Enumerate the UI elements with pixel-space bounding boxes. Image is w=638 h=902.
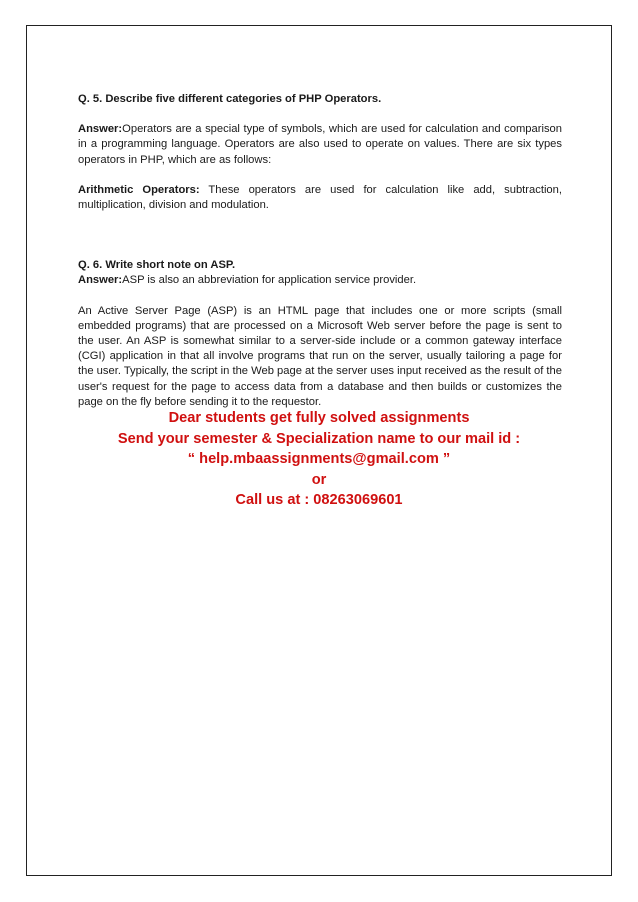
promo-email: “ help.mbaassignments@gmail.com ” <box>187 451 451 467</box>
document-body <box>78 92 562 425</box>
q6-answer-text: ASP is also an abbreviation for application service provider. <box>122 274 417 287</box>
q5-answer-text: Operators are a special type of symbols, which are used for calculation and comparison in a programming language. Operators are also used to operate on values. There are six types operators in PHP, which are as follows: <box>78 123 562 166</box>
promo-or: or <box>311 471 327 488</box>
arithmetic-operators-text: These operators are used for calculation like add, subtraction, multiplication, division and modulation. <box>78 183 562 212</box>
q5-heading: Q. 5. Describe five different categories of PHP Operators. <box>78 93 382 105</box>
q5-arithmetic-paragraph <box>78 183 562 213</box>
arithmetic-operators-label: Arithmetic Operators: <box>78 183 200 196</box>
promo-block <box>26 408 612 511</box>
q6-heading: Q. 6. Write short note on ASP. <box>78 259 236 272</box>
promo-line-1: Dear students get fully solved assignments <box>168 410 470 426</box>
promo-line-2: Send your semester & Specialization name to our mail id : <box>117 430 521 447</box>
q5-answer <box>78 122 562 168</box>
promo-phone: Call us at : 08263069601 <box>235 492 403 508</box>
q6-answer <box>78 273 562 288</box>
q5-answer-label: Answer: <box>78 123 123 136</box>
q6-asp-paragraph: An Active Server Page (ASP) is an HTML page that includes one or more scripts (small embedded programs) that are processed on a Microsoft Web server before the page is sent to the user. An ASP is somewhat similar to a server-side include or a common gateway interface (CGI) application in that all involve programs that run on the server, usually tailoring a page for the user. Typically, the script in the Web page at the server uses input received as the result of the user's request for the page to access data from a database and then builds or customizes the page on the fly before sending it to the requestor. <box>78 304 562 408</box>
q6-answer-label: Answer: <box>78 274 123 287</box>
